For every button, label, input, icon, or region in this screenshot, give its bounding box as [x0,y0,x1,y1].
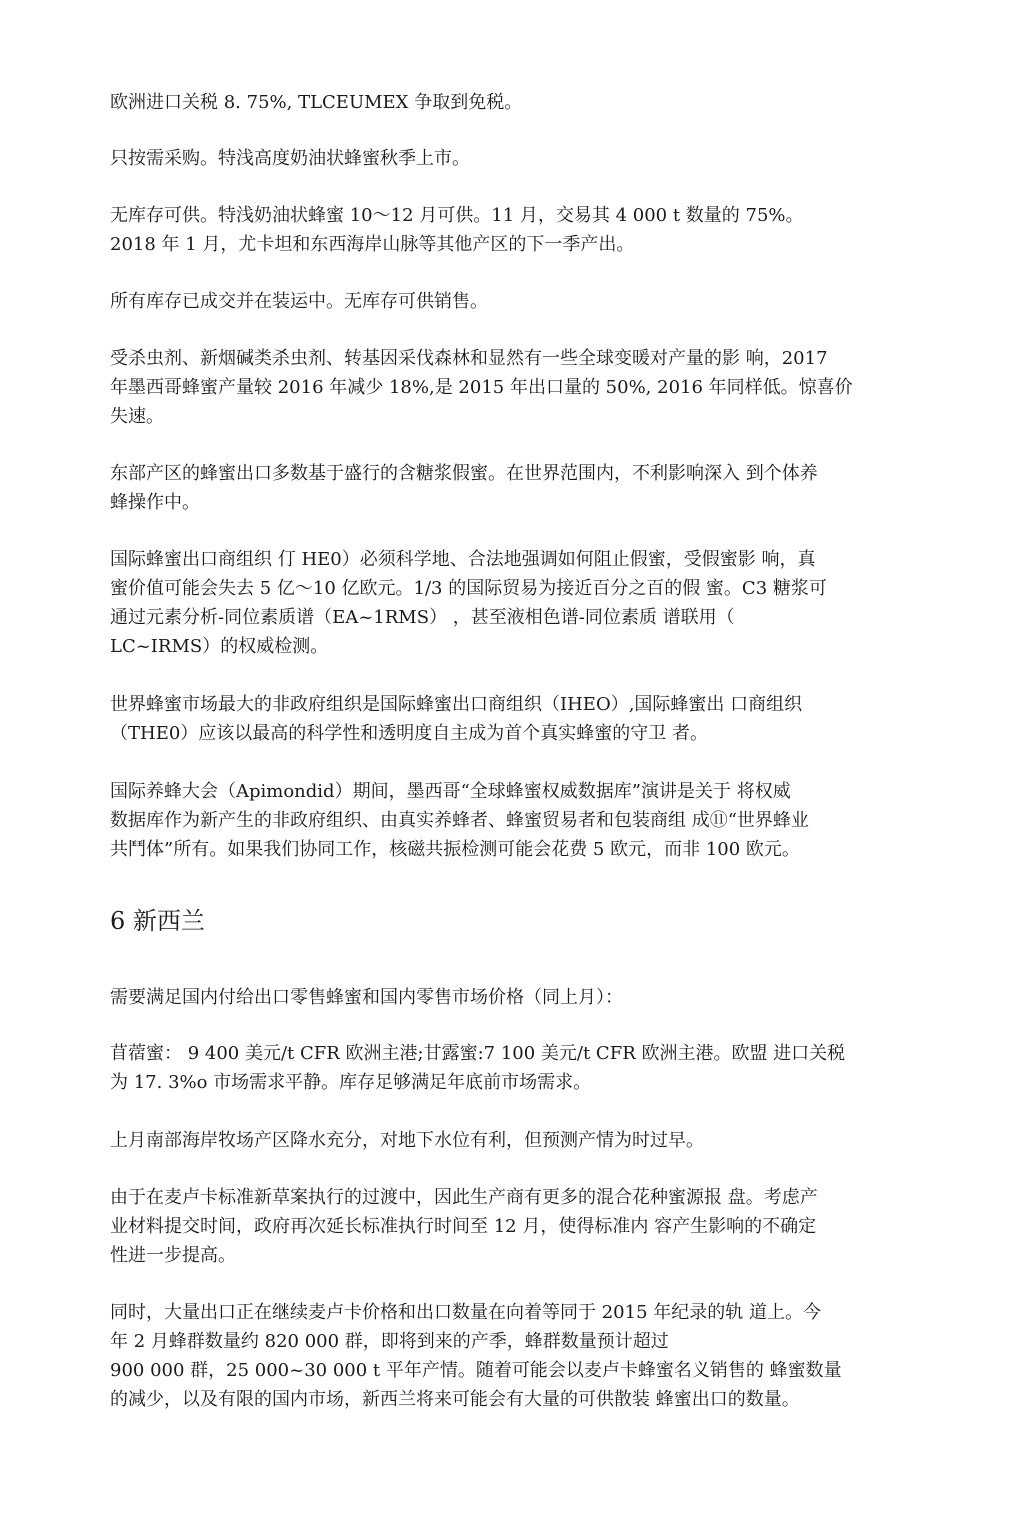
paragraph-apimondia [110,777,910,864]
paragraph-ngo [110,690,910,748]
document-page [110,0,910,1514]
text-line: 世界蜂蜜市场最大的非政府组织是国际蜂蜜出口商组织（IHEO）,国际蜂蜜出 口商组织 [110,694,803,715]
paragraph-production [110,344,910,431]
text-line: 业材料提交时间，政府再次延长标准执行时间至 12 月，使得标准内 容产生影响的不确定 [110,1216,817,1237]
text-line: 只按需采购。特浅高度奶油状蜂蜜秋季上市。 [110,148,470,169]
text-line: 共鬥体”所有。如果我们协同工作，核磁共振检测可能会花费 5 欧元，而非 100 欧元。 [110,839,800,860]
text-line: 同时，大量出口正在继续麦卢卡价格和出口数量在向着等同于 2015 年纪录的轨 道上。今 [110,1302,821,1323]
text-line: 所有库存已成交并在装运中。无库存可供销售。 [110,291,488,312]
text-line: 苜蓿蜜： 9 400 美元/t CFR 欧洲主港;甘露蜜:7 100 美元/t CFR 欧洲主港。欧盟 进口关税 [110,1043,846,1064]
paragraph-clover [110,1039,910,1097]
text-line: 数据库作为新产生的非政府组织、由真实养蜂者、蜂蜜贸易者和包装商组 成⑪“世界蜂业 [110,810,809,831]
text-line: 通过元素分析-同位素质谱（EA~1RMS） ，甚至液相色谱-同位素质 谱联用（ [110,607,735,628]
text-line: 东部产区的蜂蜜出口多数基于盛行的含糖浆假蜜。在世界范围内，不利影响深入 到个体养 [110,463,818,484]
text-line: 年 2 月蜂群数量约 820 000 群，即将到来的产季，蜂群数量预计超过 [110,1331,669,1352]
text-line: 性进一步提高。 [110,1245,236,1266]
section-heading: 6 新西兰 [110,907,205,935]
text-line: 国际蜂蜜出口商组织 仃 HE0）必须科学地、合法地强调如何阻止假蜜，受假蜜影 响，真 [110,549,816,570]
text-line: LC~IRMS）的权威检测。 [110,636,329,657]
paragraph-fake-honey [110,459,910,517]
paragraph-sold-out [110,287,910,316]
paragraph-nz-price [110,983,910,1012]
text-line: 上月南部海岸牧场产区降水充分，对地下水位有利，但预测产情为时过早。 [110,1130,704,1151]
text-line: 国际养蜂大会（Apimondid）期间，墨西哥“全球蜂蜜权威数据库”演讲是关于 将权威 [110,781,791,802]
paragraph-eu-tariff [110,88,910,117]
paragraph-demand [110,144,910,173]
text-line: （THE0）应该以最高的科学性和透明度自主成为首个真实蜂蜜的守卫 者。 [110,723,709,744]
text-line: 2018 年 1 月，尤卡坦和东西海岸山脉等其他产区的下一季产出。 [110,234,635,255]
text-line: 受杀虫剂、新烟碱类杀虫剂、转基因采伐森林和显然有一些全球变暖对产量的影 响，2017 [110,348,828,369]
text-line: 的减少，以及有限的国内市场，新西兰将来可能会有大量的可供散装 蜂蜜出口的数量。 [110,1389,800,1410]
text-line: 欧洲进口关税 8. 75%, TLCEUMEX 争取到免税。 [110,92,523,113]
paragraph-rain [110,1126,910,1155]
paragraph-manuka-standard [110,1183,910,1270]
text-line: 蜂操作中。 [110,492,200,513]
text-line: 900 000 群，25 000~30 000 t 平年产情。随着可能会以麦卢卡蜂蜜名义销售的 蜂蜜数量 [110,1360,842,1381]
text-line: 需要满足国内付给出口零售蜂蜜和国内零售市场价格（同上月）： [110,987,623,1008]
paragraph-iheo-science [110,545,910,661]
text-line: 为 17. 3%o 市场需求平静。库存足够满足年底前市场需求。 [110,1072,592,1093]
paragraph-exports [110,1298,910,1414]
text-line: 失速。 [110,406,164,427]
text-line: 无库存可供。特浅奶油状蜂蜜 10～12 月可供。11 月，交易其 4 000 t 数量的 75%。 [110,205,804,226]
text-line: 年墨西哥蜂蜜产量较 2016 年减少 18%,是 2015 年出口量的 50%, 2016 年同样低。惊喜价 [110,377,853,398]
paragraph-stock [110,201,910,259]
text-line: 由于在麦卢卡标准新草案执行的过渡中，因此生产商有更多的混合花种蜜源报 盘。考虑产 [110,1187,818,1208]
text-line: 蜜价值可能会失去 5 亿～10 亿欧元。1/3 的国际贸易为接近百分之百的假 蜜。C3 糖浆可 [110,578,827,599]
